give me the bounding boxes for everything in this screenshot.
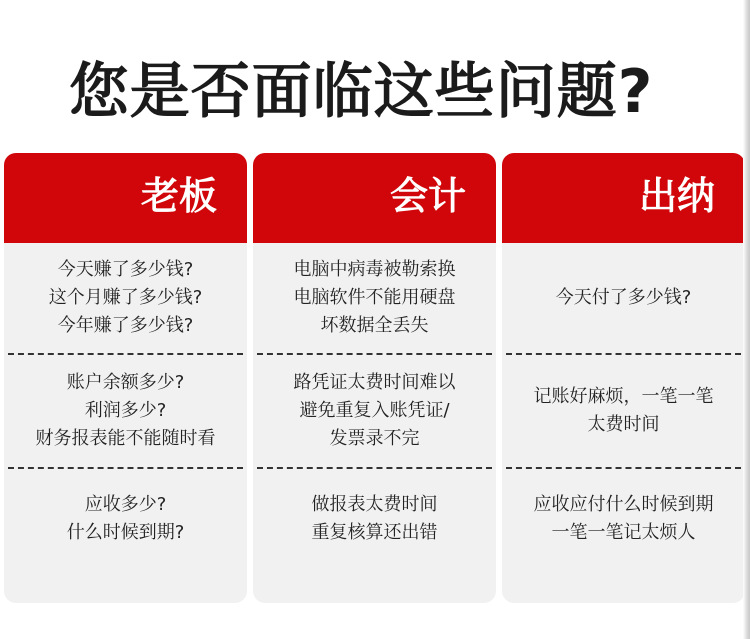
problem-text: 做报表太费时间 xyxy=(311,494,438,515)
problem-cell xyxy=(253,355,496,467)
problem-text: 今天赚了多少钱? xyxy=(57,259,194,280)
problem-text: 电脑中病毒被勒索换 xyxy=(293,259,456,280)
column-boss xyxy=(4,153,247,603)
problem-text: 太费时间 xyxy=(587,414,660,435)
column-header xyxy=(502,153,745,243)
problem-cell xyxy=(4,243,247,353)
problem-text: 坏数据全丢失 xyxy=(320,315,429,336)
problem-text: 这个月赚了多少钱? xyxy=(48,287,203,308)
problem-text: 记账好麻烦，一笔一笔 xyxy=(533,386,714,407)
problem-cell xyxy=(4,469,247,569)
problem-cell xyxy=(502,243,745,353)
problem-text: 发票录不完 xyxy=(329,428,420,449)
problem-cell xyxy=(253,243,496,353)
problem-cell xyxy=(253,469,496,569)
column-header xyxy=(4,153,247,243)
problem-text: 今天付了多少钱? xyxy=(555,287,692,308)
column-header xyxy=(253,153,496,243)
problem-text: 应收多少? xyxy=(84,494,167,515)
problem-text: 应收应付什么时候到期 xyxy=(533,494,714,515)
problem-text: 重复核算还出错 xyxy=(311,522,438,543)
problem-text: 账户余额多少? xyxy=(66,372,185,393)
column-cashier xyxy=(502,153,745,603)
right-edge-shadow xyxy=(743,0,750,639)
column-header-label: 会计 xyxy=(389,174,466,218)
problem-text: 一笔一笔记太烦人 xyxy=(551,522,696,543)
problem-text: 什么时候到期? xyxy=(66,522,185,543)
problem-text: 避免重复入账凭证/ xyxy=(299,400,450,421)
problem-cell xyxy=(502,469,745,569)
page-title: 您是否面临这些问题? xyxy=(68,57,654,127)
problem-cell xyxy=(502,355,745,467)
problem-cell xyxy=(4,355,247,467)
problem-text: 今年赚了多少钱? xyxy=(57,315,194,336)
column-header-label: 老板 xyxy=(140,174,217,218)
problem-text: 利润多少? xyxy=(84,400,167,421)
problem-text: 电脑软件不能用硬盘 xyxy=(293,287,456,308)
column-header-label: 出纳 xyxy=(638,174,715,218)
problem-text: 路凭证太费时间难以 xyxy=(293,372,456,393)
problem-text: 财务报表能不能随时看 xyxy=(35,428,216,449)
column-accountant xyxy=(253,153,496,603)
